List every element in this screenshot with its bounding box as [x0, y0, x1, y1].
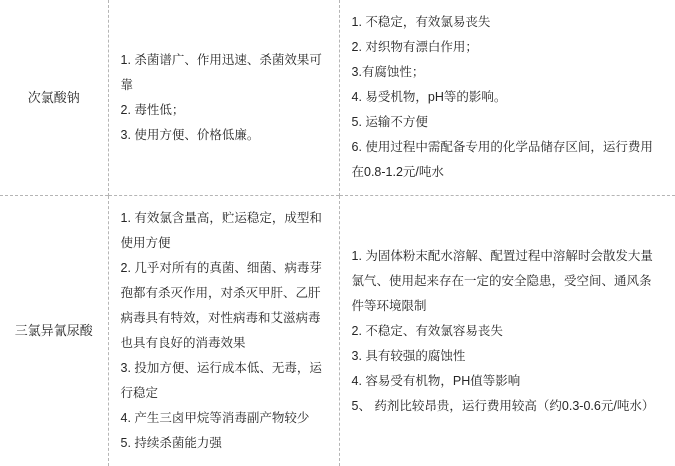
cons-item: 5、 药剂比较昂贵，运行费用较高（约0.3-0.6元/吨水）: [352, 394, 664, 419]
row-cons-cell: [339, 196, 675, 466]
pros-item: 5. 持续杀菌能力强: [121, 431, 327, 456]
cons-item: 6. 使用过程中需配备专用的化学品储存区间，运行费用在0.8-1.2元/吨水: [352, 135, 664, 185]
row-name-cell: [0, 196, 108, 466]
cons-item: 1. 为固体粉末配水溶解、配置过程中溶解时会散发大量氯气、使用起来存在一定的安全隐患，受空间、通风条件等环境限制: [352, 244, 664, 319]
pros-item: 2. 几乎对所有的真菌、细菌、病毒芽孢都有杀灭作用，对杀灭甲肝、乙肝病毒具有特效，对性病毒和艾滋病毒也具有良好的消毒效果: [121, 256, 327, 356]
cons-item: 2. 不稳定、有效氯容易丧失: [352, 319, 664, 344]
pros-item: 3. 投加方便、运行成本低、无毒，运行稳定: [121, 356, 327, 406]
pros-item: 2. 毒性低；: [121, 98, 327, 123]
row-name-cell: [0, 0, 108, 196]
cons-item: 4. 易受机物，pH等的影响。: [352, 85, 664, 110]
cons-item: 2. 对织物有漂白作用；: [352, 35, 664, 60]
chemical-name: 三氯异氰尿酸: [15, 323, 93, 338]
row-pros-cell: [108, 0, 339, 196]
cons-item: 5. 运输不方便: [352, 110, 664, 135]
table-row: [0, 196, 675, 466]
pros-item: 1. 杀菌谱广、作用迅速、杀菌效果可靠: [121, 48, 327, 98]
row-pros-cell: [108, 196, 339, 466]
table-row: [0, 0, 675, 196]
pros-item: 1. 有效氯含量高，贮运稳定，成型和使用方便: [121, 206, 327, 256]
pros-item: 4. 产生三卤甲烷等消毒副产物较少: [121, 406, 327, 431]
pros-item: 3. 使用方便、价格低廉。: [121, 123, 327, 148]
cons-item: 3. 具有较强的腐蚀性: [352, 344, 664, 369]
chemical-name: 次氯酸钠: [28, 90, 80, 105]
cons-item: 1. 不稳定，有效氯易丧失: [352, 10, 664, 35]
cons-item: 3.有腐蚀性；: [352, 60, 664, 85]
cons-item: 4. 容易受有机物，PH值等影响: [352, 369, 664, 394]
row-cons-cell: [339, 0, 675, 196]
